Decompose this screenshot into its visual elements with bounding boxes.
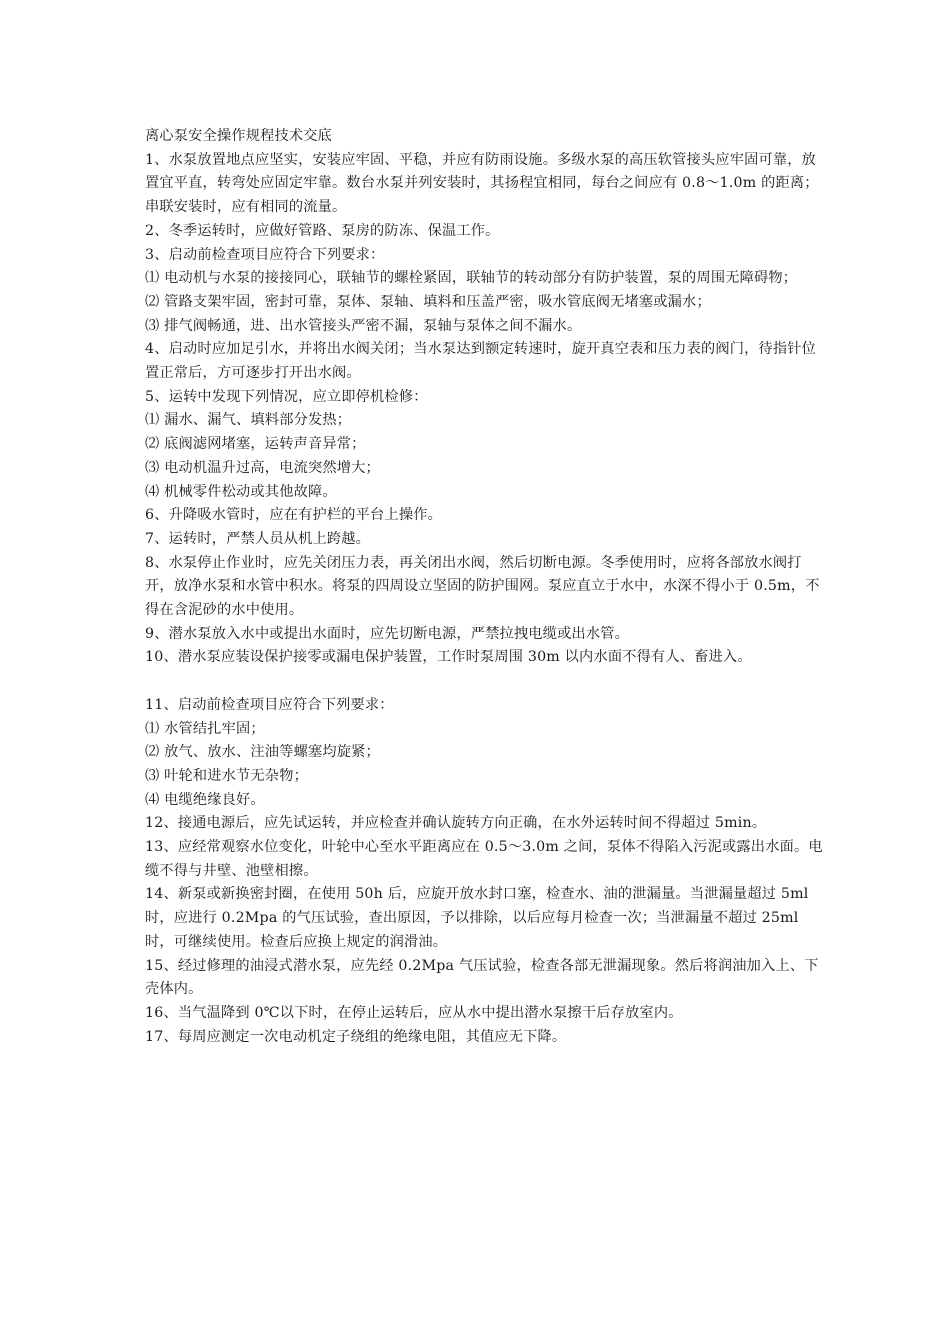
paragraph-11-item-2: ⑵ 放气、放水、注油等螺塞均旋紧； [145, 744, 380, 761]
paragraph-4: 4、启动时应加足引水，并将出水阀关闭；当水泵达到额定转速时，旋开真空表和压力表的阀门，待指针位置正常后，方可逐步打开出水阀。 [145, 341, 817, 382]
paragraph-3-item-2: ⑵ 管路支架牢固，密封可靠，泵体、泵轴、填料和压盖严密，吸水管底阀无堵塞或漏水； [145, 293, 711, 310]
paragraph-16: 16、当气温降到 0℃以下时，在停止运转后，应从水中提出潜水泵擦干后存放室内。 [145, 1005, 683, 1021]
paragraph-10: 10、潜水泵应装设保护接零或漏电保护装置，工作时泵周围 30m 以内水面不得有人、畜进入。 [145, 649, 752, 666]
paragraph-5: 5、运转中发现下列情况，应立即停机检修： [145, 388, 428, 405]
paragraph-11: 11、启动前检查项目应符合下列要求： [145, 696, 394, 713]
paragraph-11-item-1: ⑴ 水管结扎牢固； [145, 720, 265, 737]
paragraph-15: 15、经过修理的油浸式潜水泵，应先经 0.2Mpa 气压试验，检查各部无泄漏现象。然后将润油加入上、下壳体内。 [145, 957, 819, 998]
paragraph-5-item-2: ⑵ 底阀滤网堵塞，运转声音异常； [145, 436, 366, 453]
paragraph-13: 13、应经常观察水位变化，叶轮中心至水平距离应在 0.5～3.0m 之间，泵体不得陷入污泥或露出水面。电缆不得与井壁、池壁相擦。 [145, 839, 823, 879]
paragraph-7: 7、运转时，严禁人员从机上跨越。 [145, 530, 371, 547]
paragraph-11-item-3: ⑶ 叶轮和进水节无杂物； [145, 767, 308, 784]
paragraph-6: 6、升降吸水管时，应在有护栏的平台上操作。 [145, 507, 442, 524]
document-title: 离心泵安全操作规程技术交底 [145, 128, 333, 144]
paragraph-1: 1、水泵放置地点应坚实，安装应牢固、平稳，并应有防雨设施。多级水泵的高压软管接头应牢固可靠，放置宜平直，转弯处应固定牢靠。数台水泵并列安装时，其扬程宜相同，每台之间应有 0.8～1.0m 的距离；串联安装时，应有相同的流量。 [145, 151, 819, 216]
paragraph-11-item-4: ⑷ 电缆绝缘良好。 [145, 791, 265, 808]
paragraph-5-item-3: ⑶ 电动机温升过高，电流突然增大； [145, 459, 380, 476]
paragraph-8: 8、水泵停止作业时，应先关闭压力表，再关闭出水阀，然后切断电源。冬季使用时，应将各部放水阀打开，放净水泵和水管中积水。将泵的四周设立坚固的防护围网。泵应直立于水中，水深不得小于 0.5m，不得在含泥砂的水中使用。 [145, 554, 820, 619]
blank-line [145, 670, 825, 694]
paragraph-12: 12、接通电源后，应先试运转，并应检查并确认旋转方向正确，在水外运转时间不得超过 5min。 [145, 815, 767, 832]
paragraph-5-item-4: ⑷ 机械零件松动或其他故障。 [145, 483, 337, 500]
paragraph-17: 17、每周应测定一次电动机定子绕组的绝缘电阻，其值应无下降。 [145, 1028, 567, 1045]
paragraph-2: 2、冬季运转时，应做好管路、泵房的防冻、保温工作。 [145, 222, 500, 239]
paragraph-5-item-1: ⑴ 漏水、漏气、填料部分发热； [145, 412, 352, 429]
paragraph-9: 9、潜水泵放入水中或提出水面时，应先切断电源，严禁拉拽电缆或出水管。 [145, 625, 630, 642]
paragraph-3-item-3: ⑶ 排气阀畅通，进、出水管接头严密不漏，泵轴与泵体之间不漏水。 [145, 317, 582, 334]
paragraph-3: 3、启动前检查项目应符合下列要求： [145, 246, 385, 263]
paragraph-14: 14、新泵或新换密封圈，在使用 50h 后，应旋开放水封口塞，检查水、油的泄漏量。当泄漏量超过 5ml 时，应进行 0.2Mpa 的气压试验，查出原因，予以排除，以后应每月检查一次；当泄漏量不超过 25ml 时，可继续使用。检查后应换上规定的润滑油。 [145, 886, 809, 950]
paragraph-3-item-1: ⑴ 电动机与水泵的接接同心，联轴节的螺栓紧固，联轴节的转动部分有防护装置，泵的周围无障碍物； [145, 270, 798, 287]
document-body [145, 125, 825, 1049]
